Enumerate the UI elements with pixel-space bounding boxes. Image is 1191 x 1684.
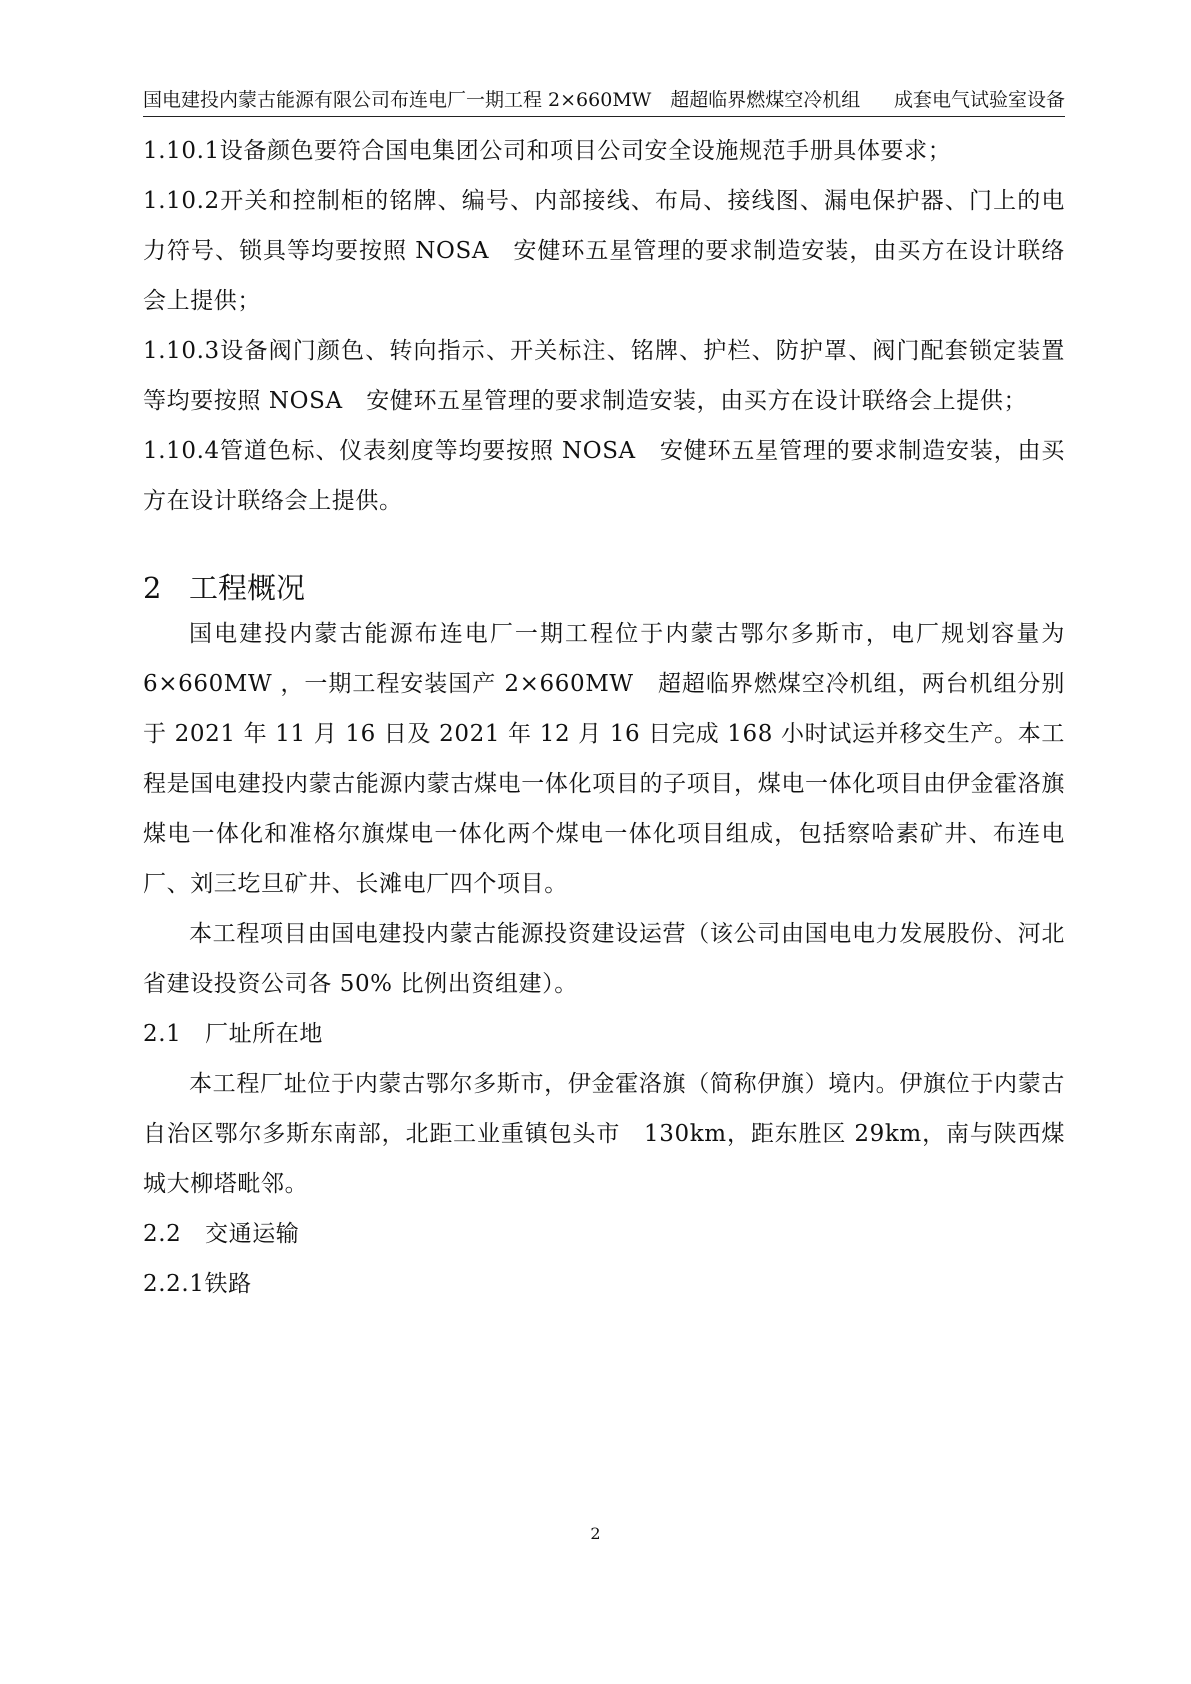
section-heading	[143, 568, 305, 608]
header-document-title: 成套电气试验室设备	[893, 89, 1065, 111]
paragraph: 本工程项目由国电建投内蒙古能源投资建设运营（该公司由国电电力发展股份、河北省建设投资公司各 50% 比例出资组建）。	[143, 921, 1065, 997]
subsection-number: 2.2	[143, 1221, 182, 1247]
subsection-title: 厂址所在地	[205, 1021, 323, 1047]
section-title-text: 工程概况	[189, 571, 306, 605]
requirement-item: 1.10.4管道色标、仪表刻度等均要按照 NOSA 安健环五星管理的要求制造安装，由买方在设计联络会上提供。	[143, 438, 1065, 514]
requirements-list	[143, 126, 1065, 526]
subsection-title: 交通运输	[205, 1221, 300, 1247]
subsection-heading-2-2	[143, 1209, 1065, 1259]
requirement-item: 1.10.3设备阀门颜色、转向指示、开关标注、铭牌、护栏、防护罩、阀门配套锁定装置等均要按照 NOSA 安健环五星管理的要求制造安装，由买方在设计联络会上提供；	[143, 338, 1065, 414]
page-header	[143, 88, 1065, 117]
requirement-item: 1.10.1设备颜色要符合国电集团公司和项目公司安全设施规范手册具体要求；	[143, 138, 952, 164]
requirement-item: 1.10.2开关和控制柜的铭牌、编号、内部接线、布局、接线图、漏电保护器、门上的电力符号、锁具等均要按照 NOSA 安健环五星管理的要求制造安装，由买方在设计联络会上提供；	[143, 188, 1065, 314]
header-project-title: 国电建投内蒙古能源有限公司布连电厂一期工程 2×660MW 超超临界燃煤空冷机组	[143, 89, 861, 111]
subsection-heading-2-1	[143, 1009, 1065, 1059]
section-number: 2	[143, 571, 162, 605]
paragraph: 本工程厂址位于内蒙古鄂尔多斯市，伊金霍洛旗（简称伊旗）境内。伊旗位于内蒙古自治区鄂尔多斯东南部，北距工业重镇包头市 130km，距东胜区 29km，南与陕西煤城大柳塔毗邻。	[143, 1071, 1065, 1197]
subsection-number: 2.1	[143, 1021, 182, 1047]
section-body	[143, 609, 1065, 1309]
paragraph: 国电建投内蒙古能源布连电厂一期工程位于内蒙古鄂尔多斯市，电厂规划容量为 6×660MW ，一期工程安装国产 2×660MW 超超临界燃煤空冷机组，两台机组分别于 2021 年 11 月 16 日及 2021 年 12 月 16 日完成 168 小时试运并移交生产。本工程是国电建投内蒙古能源内蒙古煤电一体化项目的子项目，煤电一体化项目由伊金霍洛旗煤电一体化和准格尔旗煤电一体化两个煤电一体化项目组成，包括察哈素矿井、布连电厂、刘三圪旦矿井、长滩电厂四个项目。	[143, 621, 1065, 897]
subsection-heading-2-2-1: 2.2.1铁路	[143, 1271, 252, 1297]
page-number: 2	[590, 1524, 601, 1543]
